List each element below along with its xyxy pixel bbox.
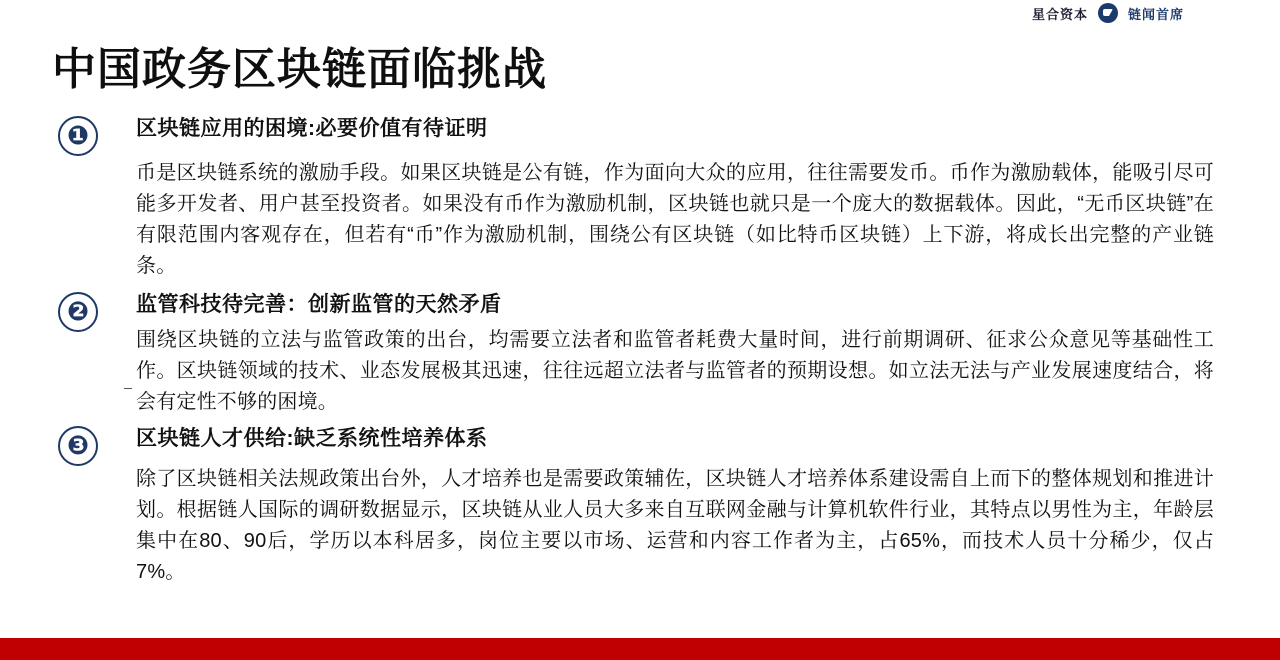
content-list	[0, 112, 1280, 590]
item-number-badge: ❶	[58, 116, 98, 156]
item-heading: 区块链应用的困境:必要价值有待证明	[136, 117, 488, 140]
bottom-accent-bar	[0, 638, 1280, 660]
item-heading: 监管科技待完善：创新监管的天然矛盾	[136, 293, 502, 317]
brand-right-label: 链闻首席	[1127, 6, 1184, 22]
list-item	[0, 116, 1280, 282]
list-item	[0, 426, 1280, 588]
item-number-badge: ❷	[58, 292, 98, 332]
item-heading: 区块链人才供给:缺乏系统性培养体系	[136, 426, 488, 450]
tick-mark-icon	[124, 388, 132, 389]
brand-logo-bar	[1032, 0, 1184, 26]
list-item	[0, 292, 1280, 417]
item-number-badge: ❸	[58, 426, 98, 466]
item-body: 围绕区块链的立法与监管政策的出台，均需要立法者和监管者耗费大量时间，进行前期调研、征求公众意见等基础性工作。区块链领域的技术、业态发展极其迅速，往往远超立法者与监管者的预期设想。如立法无法与产业发展速度结合，将会有定性不够的困境。	[136, 328, 1214, 413]
circle-logo-icon	[1098, 3, 1118, 23]
item-body: 币是区块链系统的激励手段。如果区块链是公有链，作为面向大众的应用，往往需要发币。币作为激励载体，能吸引尽可能多开发者、用户甚至投资者。如果没有币作为激励机制，区块链也就只是一个庞大的数据载体。因此，“无币区块链”在有限范围内客观存在，但若有“币”作为激励机制，围绕公有区块链（如比特币区块链）上下游，将成长出完整的产业链条。	[136, 162, 1214, 278]
page-title: 中国政务区块链面临挑战	[52, 45, 547, 95]
brand-left-label: 星合资本	[1031, 6, 1088, 22]
item-body: 除了区块链相关法规政策出台外，人才培养也是需要政策辅佐，区块链人才培养体系建设需自上而下的整体规划和推进计划。根据链人国际的调研数据显示，区块链从业人员大多来自互联网金融与计算机软件行业，其特点以男性为主，年龄层集中在80、90后，学历以本科居多，岗位主要以市场、运营和内容工作者为主，占65%，而技术人员十分稀少，仅占7%。	[136, 467, 1214, 583]
